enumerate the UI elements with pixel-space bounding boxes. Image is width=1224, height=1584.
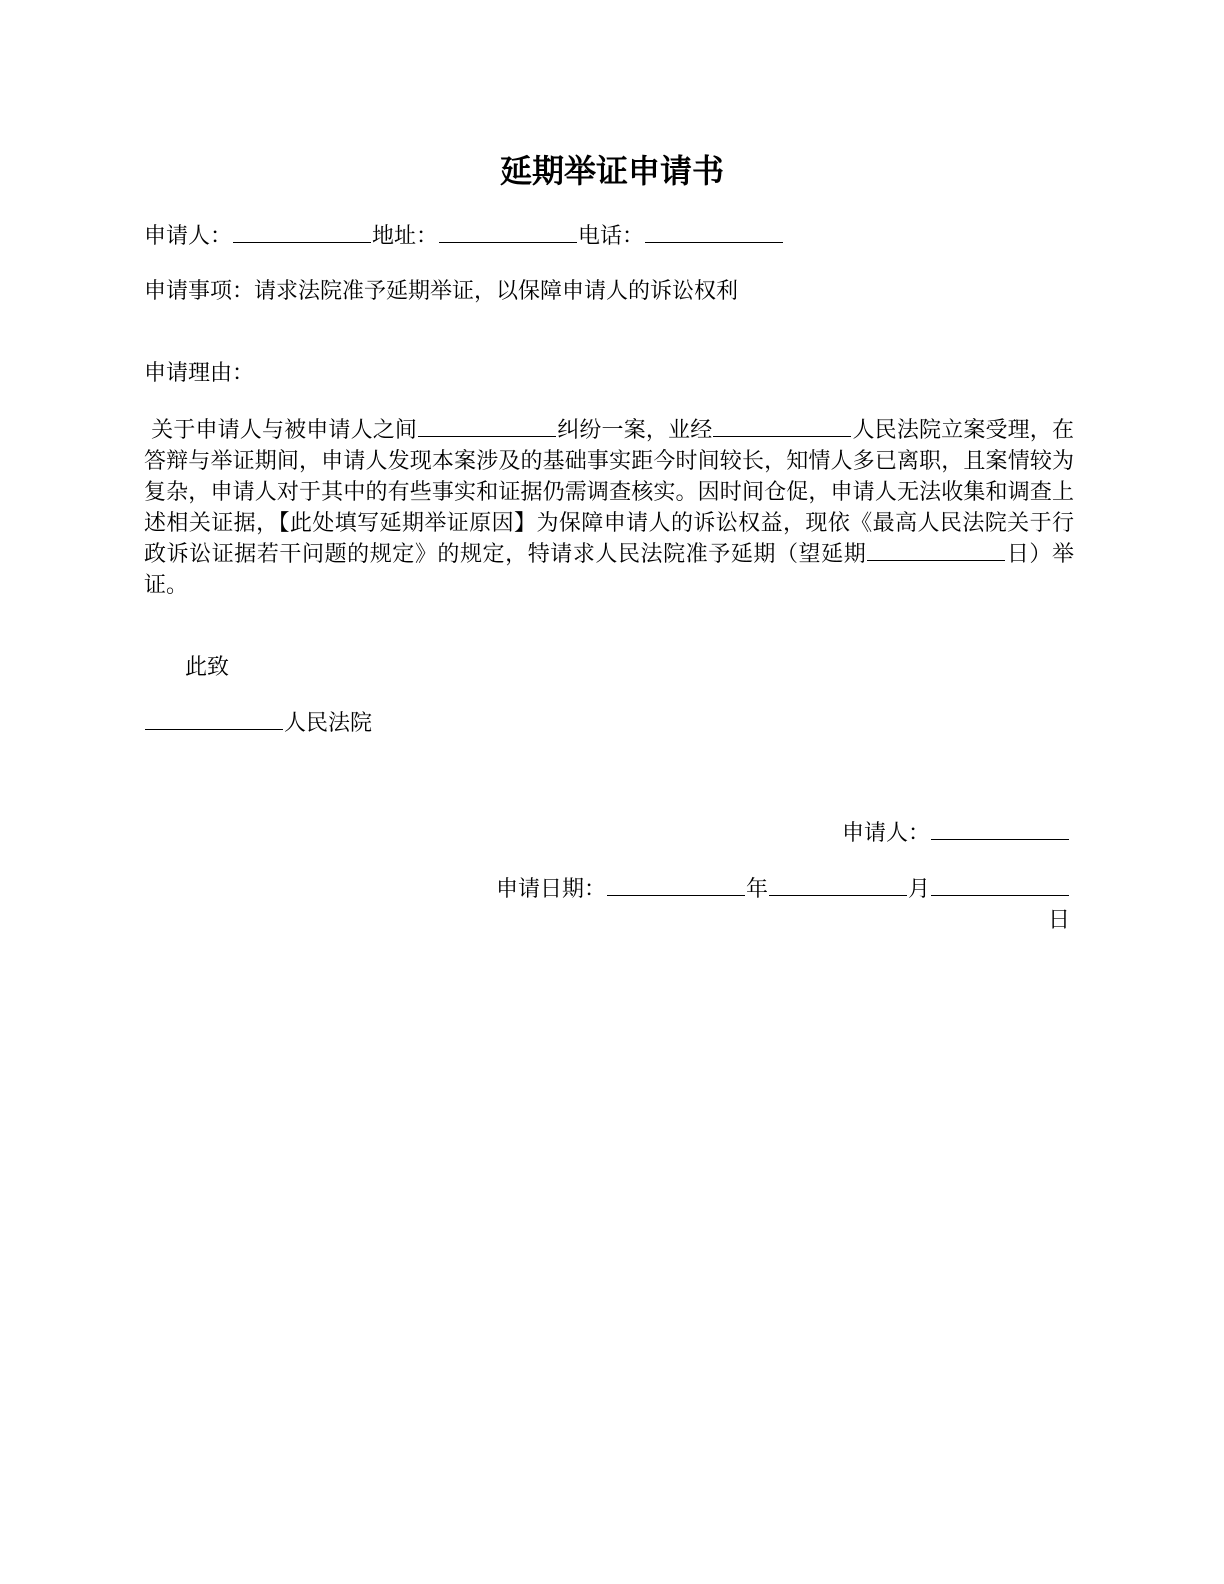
closing-phrase: 此致 xyxy=(185,655,230,680)
phone-blank[interactable] xyxy=(645,222,783,243)
date-month-blank[interactable] xyxy=(769,875,907,896)
date-year-blank[interactable] xyxy=(607,875,745,896)
signature-date xyxy=(496,874,1070,905)
phone-label: 电话： xyxy=(578,224,645,249)
court-blank[interactable] xyxy=(713,416,851,437)
date-day-blank[interactable] xyxy=(931,875,1069,896)
reason-part-1: 关于申请人与被申请人之间 xyxy=(151,418,418,443)
signature-applicant xyxy=(842,818,1070,849)
day-label: 日 xyxy=(1047,908,1070,933)
month-label: 月 xyxy=(907,877,930,902)
applicant-blank[interactable] xyxy=(233,222,371,243)
extension-days-blank[interactable] xyxy=(867,540,1005,561)
address-blank[interactable] xyxy=(439,222,577,243)
reason-part-2: 纠纷一案，业经 xyxy=(557,418,713,443)
application-matter: 申请事项：请求法院准予延期举证，以保障申请人的诉讼权利 xyxy=(144,279,739,304)
reason-paragraph xyxy=(144,415,1074,601)
addressee-court-blank[interactable] xyxy=(145,709,283,730)
reason-heading: 申请理由： xyxy=(144,361,255,386)
addressee-court xyxy=(144,708,372,739)
year-label: 年 xyxy=(745,877,768,902)
court-suffix: 人民法院 xyxy=(284,711,373,736)
signature-applicant-blank[interactable] xyxy=(931,819,1069,840)
dispute-blank[interactable] xyxy=(418,416,556,437)
document-title: 延期举证申请书 xyxy=(499,152,724,190)
signature-applicant-label: 申请人： xyxy=(841,821,930,846)
date-label: 申请日期： xyxy=(495,877,606,902)
applicant-label: 申请人： xyxy=(144,224,233,249)
reason-part-3: 人民法院立案受理，在答辩与举证期间，申请人发现本案涉及的基础事实距今时间较长，知情人多已离职，且案情较为复杂，申请人对于其中的有些事实和证据仍需调查核实。因时间仓促，申请人无法收集和调查上述相关证据，【此处填写延期举证原因】为保障申请人的诉讼权益，现依《最高人民法院关于行政诉讼证据若干问题的规定》的规定，特请求人民法院准予延期（望延期 xyxy=(144,418,1074,567)
address-label: 地址： xyxy=(372,224,439,249)
reason-part-4: 日）举证。 xyxy=(144,542,1074,598)
applicant-info-line xyxy=(144,221,784,252)
